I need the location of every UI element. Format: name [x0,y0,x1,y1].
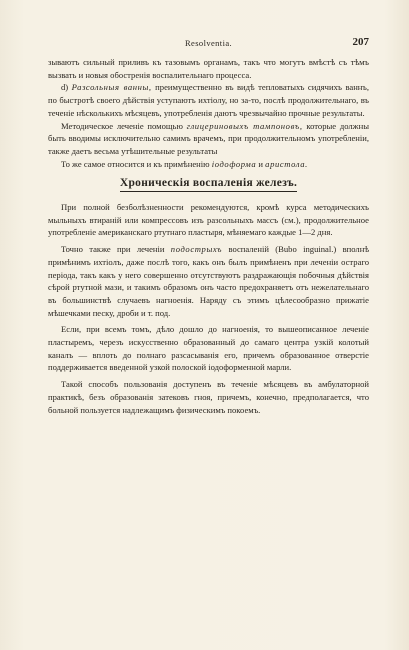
paragraph-text: преимущественно въ видѣ тепловатыхъ сидячихъ ваннъ, по быстротѣ своего дѣйствія уступаютъ ихтіолу, но за-то, послѣ продолжительнаго, въ теченіе нѣсколькихъ мѣсяцевъ, употребленія даютъ чрезвычайно прочные результаты. [48,82,369,118]
paragraph-text: которые должны быть вводимы исключительно самимъ врачемъ, при продолжительномъ употребленіи, также даетъ весьма утѣшительные результаты [48,120,369,156]
paragraph-iodoform [48,158,369,171]
paragraph-painless: При полной безболѣзненности рекомендуются, кромѣ курса методическихъ мыльныхъ втираній или компрессовъ изъ разсольныхъ массъ (см.), продолжительное употребленіе американскаго ртутнаго пластыря, мѣняемаго каждые 1—2 дня. [48,202,369,238]
page-body [48,56,369,416]
page-header [48,38,369,52]
term-subacute: подострыхъ [170,244,223,255]
term-iodoform: іодоформа [211,158,257,169]
paragraph-text: Методическое леченіе помощью [61,120,187,131]
term-aristol: аристола. [265,158,308,169]
page-number: 207 [352,36,369,48]
term-glycerin-tampons: глицериновыхъ тампоновъ, [186,120,303,131]
paragraph-subacute [48,243,369,319]
paragraph-salt-baths [48,81,369,119]
paragraph-text: Точно также при леченіи [61,244,171,255]
section-title-text: Хроническія воспаленія железъ. [120,177,297,192]
section-title [48,177,369,192]
paragraph-ambulatory: Такой способъ пользованія доступенъ въ теченіе мѣсяцевъ въ амбулаторной практикѣ, безъ образованія затековъ гноя, причемъ, конечно, предполагается, что больной пользуется надлежащимъ физическимъ покоемъ. [48,379,369,415]
paragraph-text: и [256,158,266,169]
paragraph-continuation: зываютъ сильный приливъ къ тазовымъ органамъ, такъ что могутъ вмѣстѣ съ тѣмъ вызвать и новыя обостренія воспалительнаго процесса. [48,57,369,80]
paragraph-suppuration: Если, при всемъ томъ, дѣло дошло до нагноенія, то вышеописанное леченіе пластыремъ, черезъ искусственно образованный до самаго центра узкій колотый каналъ — вплоть до полнаго разсасыванія его, причемъ образованное отверстіе поддерживается введенной узкой полоской іодоформенной марли. [48,324,369,373]
paragraph-text: воспаленій (Bubo inguinal.) вполнѣ примѣнимъ ихтіолъ, даже послѣ того, какъ онъ былъ примѣненъ при леченіи остраго періода, такъ какъ у него совершенно отсутствуютъ раздражающія побочныя дѣйствія сѣрой ртутной мази, и такимъ образомъ онъ часто предохраняетъ отъ нежелательнаго въ большинствѣ случаевъ нагноенія. Наряду съ этимъ цѣлесообразно прижатіе мѣшечками песку, дроби и т. под. [48,244,369,318]
paragraph-text: То же самое относится и къ примѣненію [61,158,212,169]
list-marker: d) [61,82,72,93]
term-salt-baths: Разсольныя ванны, [71,82,152,93]
paragraph-glycerin-tampons [48,120,369,158]
running-title: Resolventia. [184,38,233,48]
